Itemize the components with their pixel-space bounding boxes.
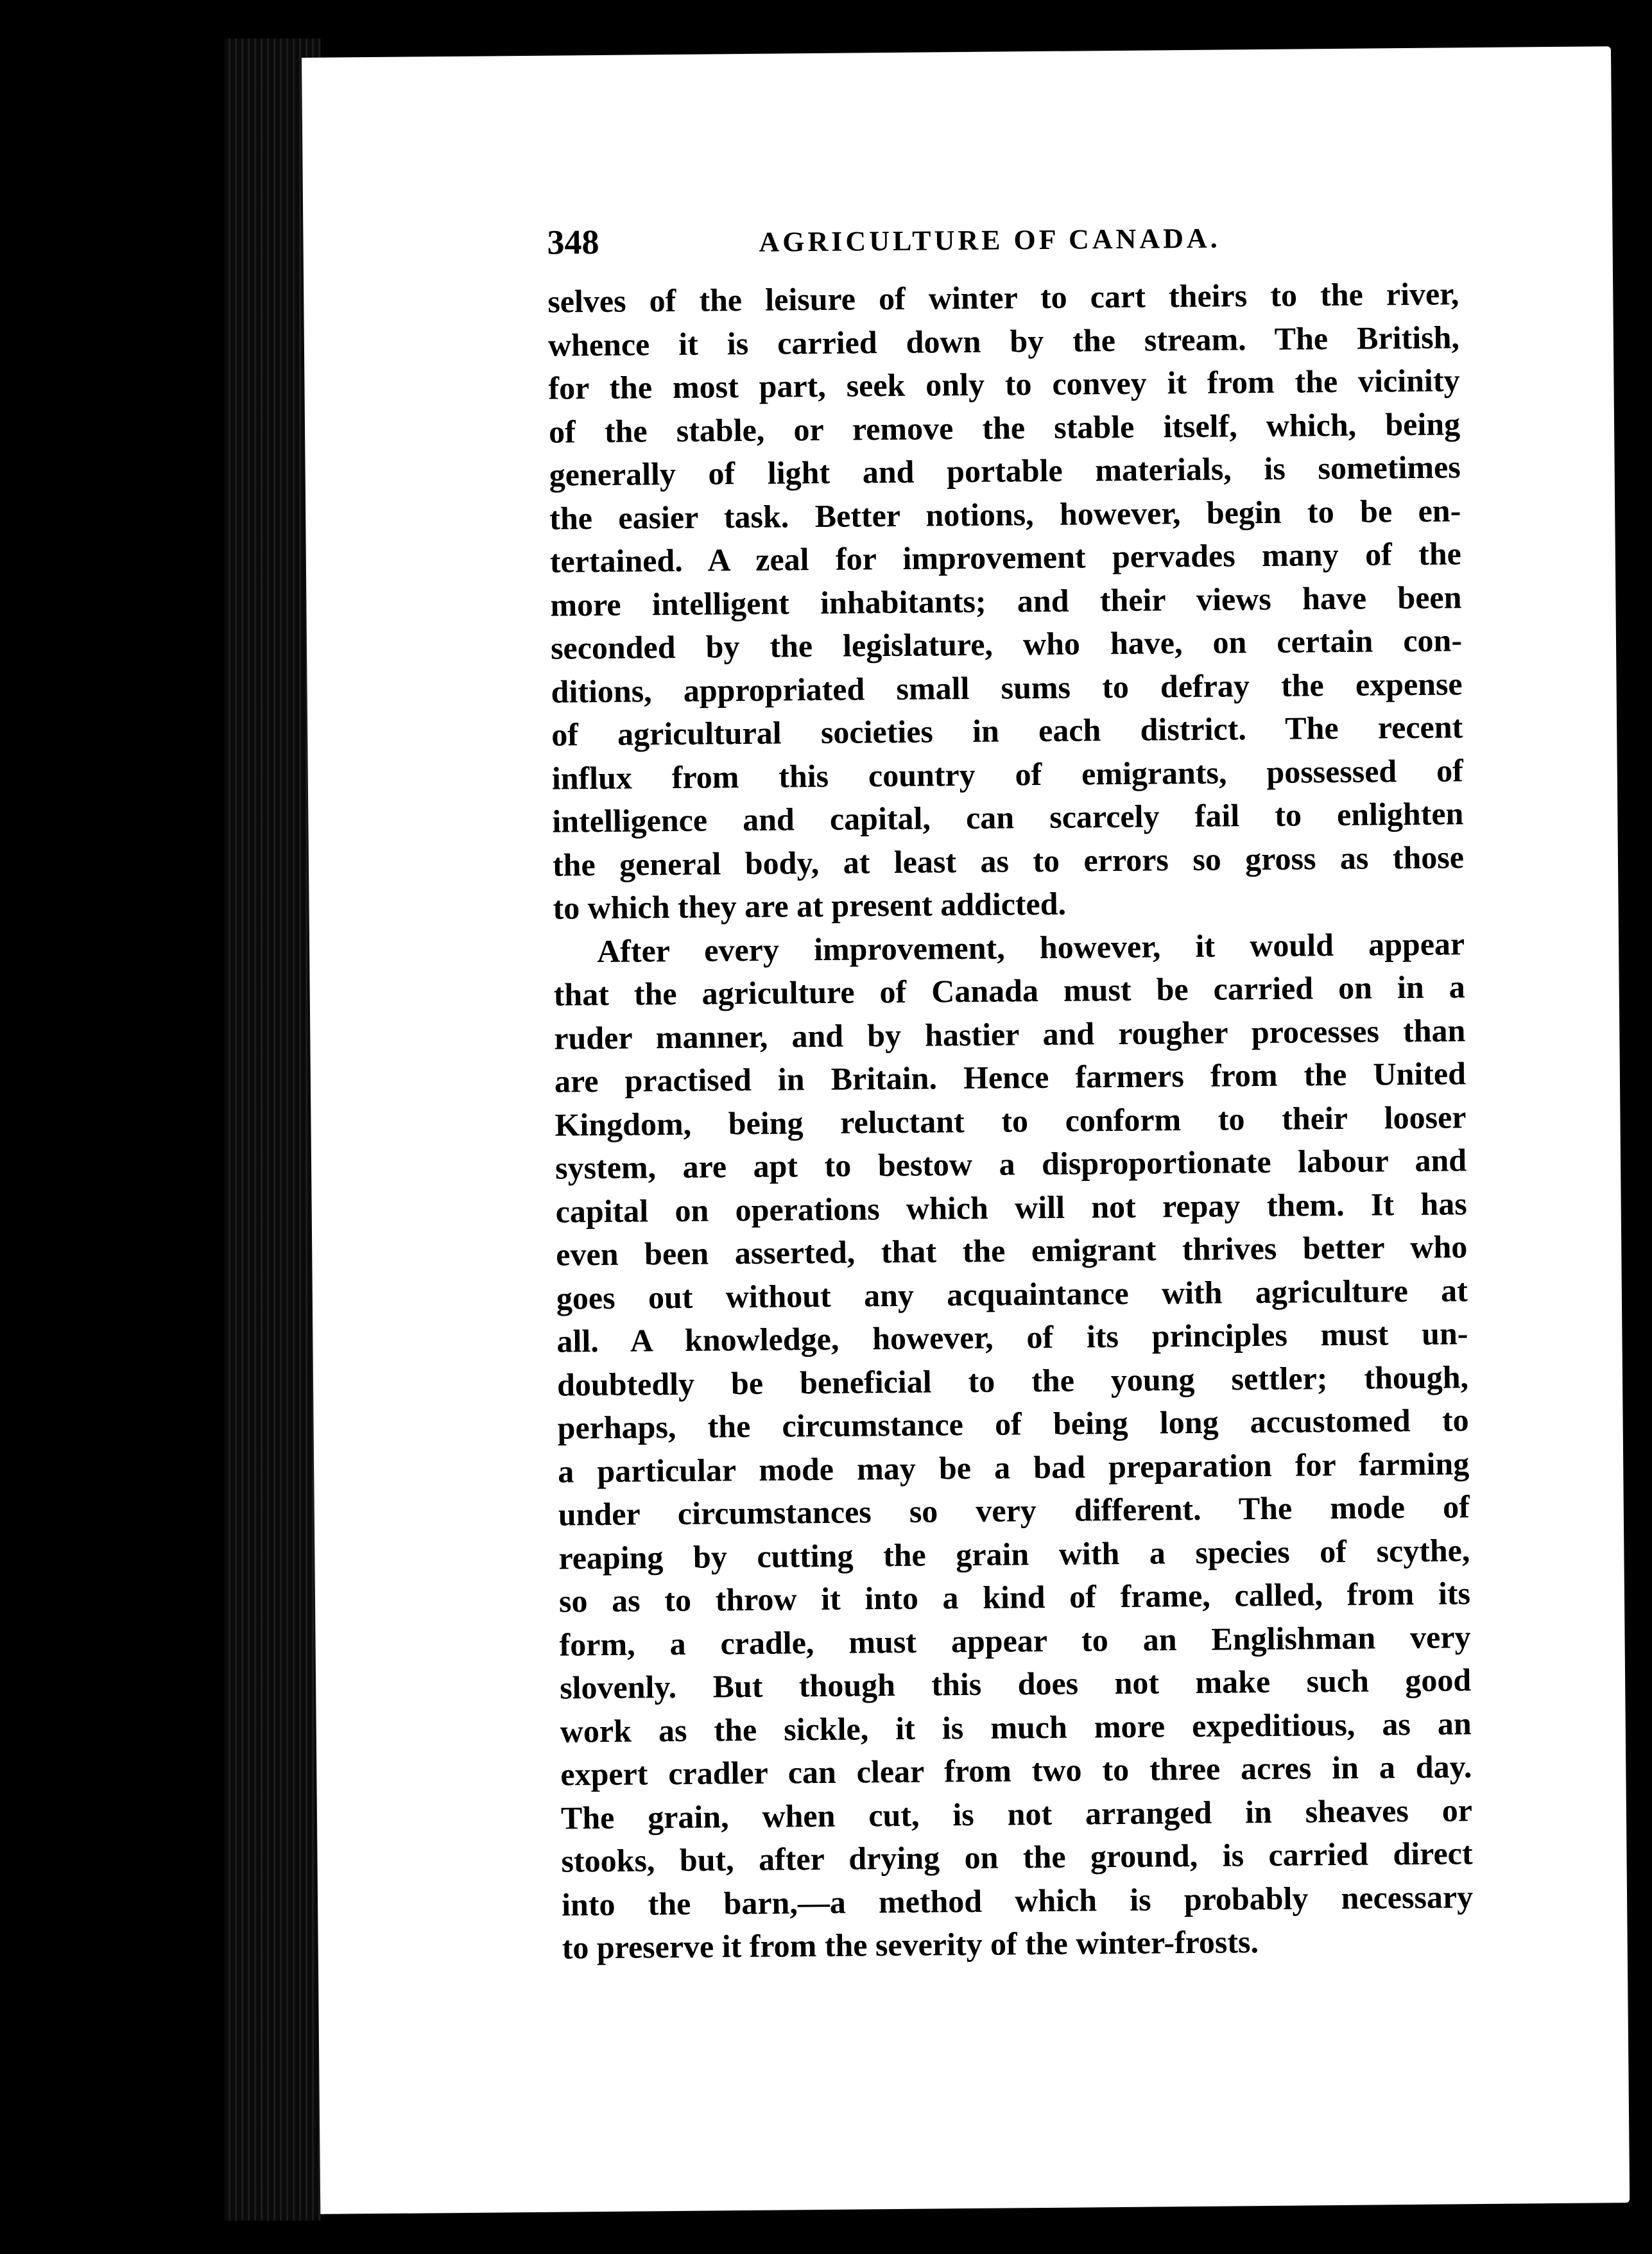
text-line: stooks, but, after drying on the ground, is carried direct xyxy=(561,1835,1473,1879)
right-border xyxy=(1627,39,1652,2221)
running-head: AGRICULTURE OF CANADA. xyxy=(759,222,1221,258)
text-line: that the agriculture of Canada must be carried on in a xyxy=(553,968,1465,1013)
text-line: ruder manner, and by hastier and rougher processes than xyxy=(554,1011,1466,1056)
text-line: The grain, when cut, is not arranged in sheaves or xyxy=(560,1791,1473,1836)
text-line: whence it is carried down by the stream. The British, xyxy=(547,318,1460,363)
text-line: perhaps, the circumstance of being long accustomed to xyxy=(557,1402,1469,1446)
paragraph xyxy=(547,272,1465,930)
text-line: even been asserted, that the emigrant thrives better who xyxy=(556,1228,1468,1273)
text-line: ditions, appropriated small sums to defray the expense xyxy=(551,665,1463,710)
text-line: influx from this country of emigrants, possessed of xyxy=(551,752,1463,796)
text-line: After every improvement, however, it would appear xyxy=(596,925,1465,969)
text-line: for the most part, seek only to convey it from the vicinity xyxy=(548,362,1460,406)
text-line: into the barn,—a method which is probably necessary xyxy=(561,1878,1474,1923)
text-line: the easier task. Better notions, however, begin to be en- xyxy=(549,492,1461,537)
text-line: of the stable, or remove the stable itself, which, being xyxy=(548,405,1461,450)
text-line: the general body, at least as to errors so gross as those xyxy=(552,838,1465,883)
text-line: to preserve it from the severity of the winter-frosts. xyxy=(562,1923,1259,1966)
text-line: to which they are at present addicted. xyxy=(553,885,1067,926)
text-line: intelligence and capital, can scarcely fail to enlighten xyxy=(552,795,1464,839)
page-header xyxy=(547,214,1459,280)
text-line: work as the sickle, it is much more expeditious, as an xyxy=(560,1705,1472,1750)
text-line: Kingdom, being reluctant to conform to their looser xyxy=(555,1098,1467,1143)
body-text xyxy=(547,272,1474,1970)
page xyxy=(302,46,1630,2214)
text-line: are practised in Britain. Hence farmers from the United xyxy=(554,1055,1467,1099)
text-line: system, are apt to bestow a disproportionate labour and xyxy=(555,1142,1467,1186)
text-line: expert cradler can clear from two to three acres in a day. xyxy=(560,1748,1472,1793)
page-content xyxy=(547,214,1474,1970)
page-number: 348 xyxy=(547,222,599,262)
text-line: form, a cradle, must appear to an Englishman very xyxy=(559,1618,1471,1663)
text-line: goes out without any acquaintance with agriculture at xyxy=(556,1271,1468,1316)
text-line: more intelligent inhabitants; and their views have been xyxy=(550,578,1462,623)
text-line: of agricultural societies in each district. The recent xyxy=(551,709,1463,753)
text-line: slovenly. But though this does not make such good xyxy=(559,1662,1472,1706)
text-line: tertained. A zeal for improvement pervades many of the xyxy=(549,535,1462,580)
text-line: reaping by cutting the grain with a species of scythe, xyxy=(558,1531,1470,1576)
text-line: so as to throw it into a kind of frame, called, from its xyxy=(558,1575,1471,1619)
text-line: all. A knowledge, however, of its principles must un- xyxy=(556,1315,1468,1359)
paragraph xyxy=(553,922,1474,1970)
text-line: under circumstances so very different. The mode of xyxy=(558,1488,1470,1533)
text-line: selves of the leisure of winter to cart theirs to the river, xyxy=(547,275,1459,320)
text-line: seconded by the legislature, who have, on certain con- xyxy=(550,622,1463,666)
text-line: a particular mode may be a bad preparation for farming xyxy=(557,1445,1470,1490)
text-line: capital on operations which will not repay them. It has xyxy=(555,1185,1467,1230)
text-line: generally of light and portable materials, is sometimes xyxy=(549,449,1461,493)
text-line: doubtedly be beneficial to the young settler; though, xyxy=(556,1358,1469,1403)
